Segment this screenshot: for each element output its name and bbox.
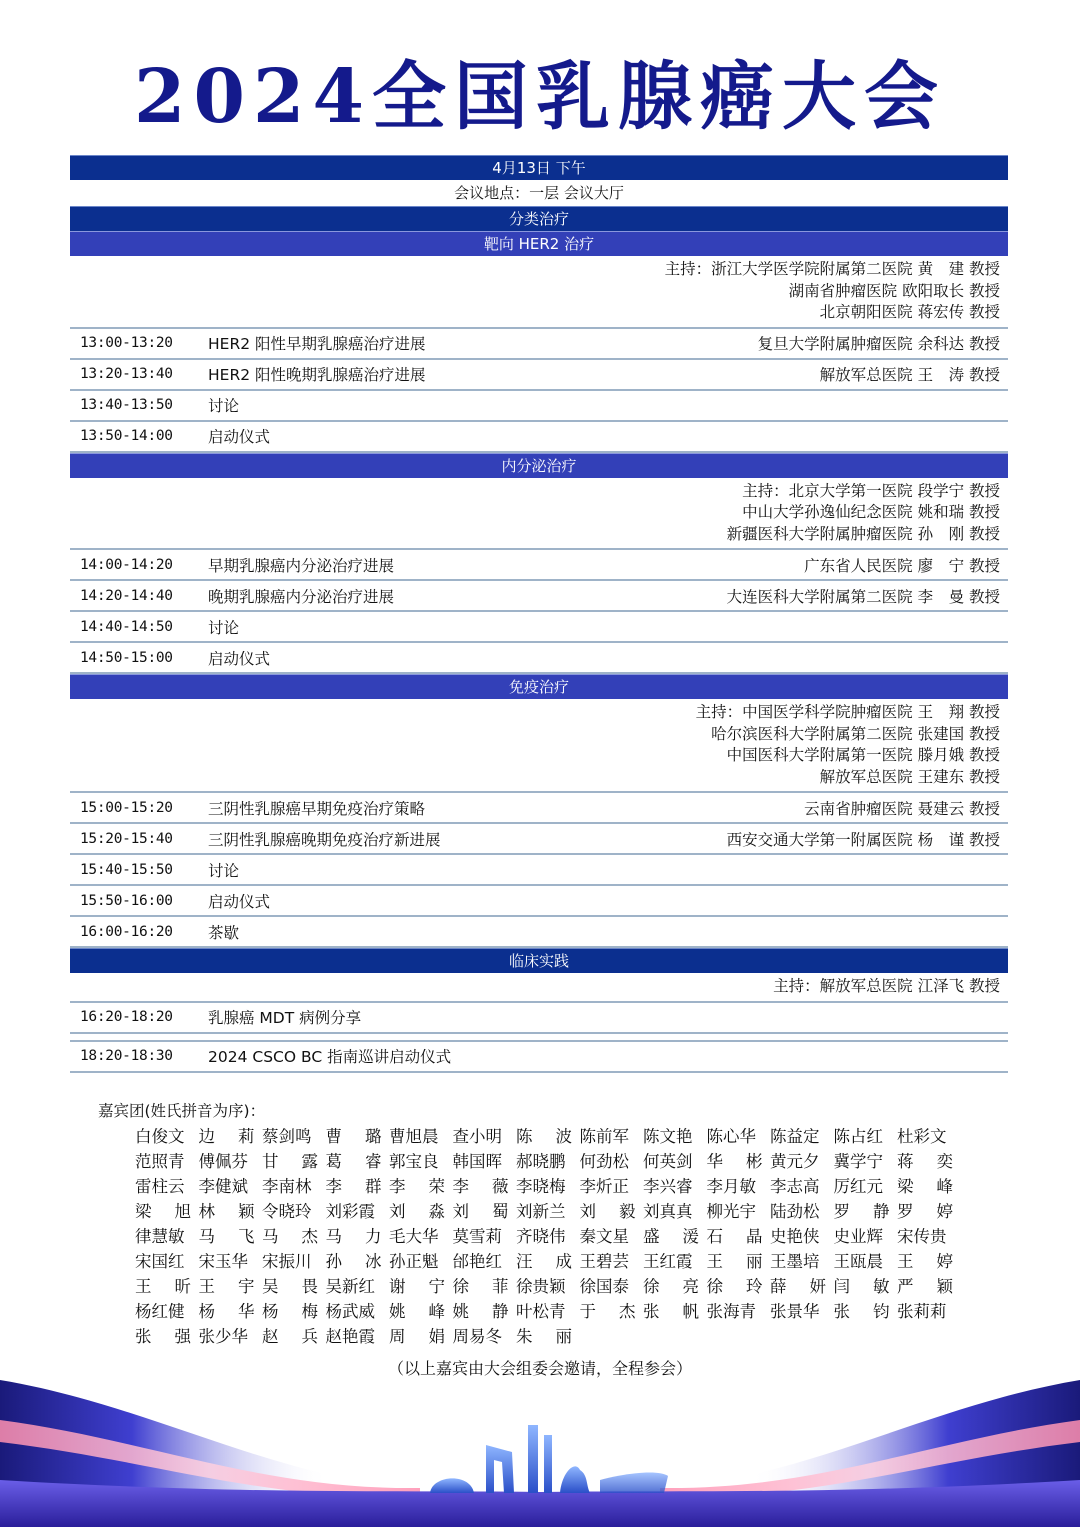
guest-name: 白俊文	[135, 1127, 185, 1146]
schedule-row	[70, 391, 1008, 422]
row-speaker: 广东省人民医院 廖 宁 教授	[804, 556, 1000, 575]
guest-name: 马 杰	[262, 1227, 318, 1246]
guest-name: 谢 宁	[389, 1277, 445, 1296]
row-time: 13:40-13:50	[80, 397, 173, 413]
guest-note: （以上嘉宾由大会组委会邀请，全程参会）	[387, 1359, 692, 1378]
guest-name: 杨武威	[325, 1302, 375, 1321]
schedule-row	[70, 550, 1008, 581]
host-line: 新疆医科大学附属肿瘤医院 孙 刚 教授	[726, 524, 1000, 543]
row-time: 13:50-14:00	[80, 428, 173, 444]
guest-name: 张莉莉	[897, 1302, 947, 1321]
row-time: 15:50-16:00	[80, 892, 173, 909]
guest-name: 李 薇	[452, 1177, 509, 1196]
guest-name: 朱 丽	[516, 1327, 572, 1346]
section-hosts	[70, 478, 1008, 551]
row-time: 16:20-18:20	[80, 1009, 173, 1025]
guest-name: 李晓梅	[516, 1177, 566, 1196]
schedule-row	[70, 643, 1008, 674]
guest-name: 林 颖	[198, 1202, 255, 1221]
guest-name: 甘 露	[262, 1152, 318, 1171]
row-speaker: 复旦大学附属肿瘤医院 余科达 教授	[757, 335, 1000, 353]
guest-name: 王碧芸	[579, 1252, 629, 1271]
guest-name: 邰艳红	[452, 1252, 502, 1271]
guest-name: 秦文星	[579, 1227, 629, 1246]
guest-name: 韩国晖	[452, 1152, 502, 1171]
host-line: 中山大学孙逸仙纪念医院 姚和瑞 教授	[742, 503, 1000, 521]
guest-name: 于 杰	[579, 1302, 636, 1321]
guest-name: 冀学宁	[833, 1152, 883, 1171]
row-time: 15:40-15:50	[80, 861, 173, 878]
guest-name: 叶松青	[516, 1302, 566, 1321]
guest-name: 厉红元	[833, 1177, 883, 1196]
section-header: 靶向 HER2 治疗	[70, 231, 1008, 256]
guest-name: 张少华	[198, 1327, 248, 1346]
row-topic: 讨论	[208, 618, 240, 637]
guest-name: 齐晓伟	[516, 1227, 566, 1246]
guest-name: 宋传贵	[897, 1227, 947, 1246]
guest-name: 律慧敏	[135, 1227, 185, 1246]
guest-name: 傅佩芬	[198, 1152, 248, 1171]
guest-name: 梁 峰	[897, 1177, 953, 1196]
row-time: 13:20-13:40	[80, 366, 173, 382]
guest-name: 张 钧	[833, 1302, 890, 1321]
guest-name: 王红霞	[643, 1252, 693, 1271]
guest-heading: 嘉宾团(姓氏拼音为序)：	[98, 1102, 266, 1120]
guest-name: 盛 湲	[643, 1227, 699, 1246]
guest-name: 陈文艳	[643, 1127, 693, 1146]
schedule-row	[70, 581, 1008, 612]
guest-name: 周 娟	[389, 1327, 445, 1346]
guest-name: 张 帆	[643, 1302, 699, 1321]
guest-name: 杨 梅	[262, 1302, 318, 1321]
guest-name: 张 强	[135, 1327, 191, 1346]
guest-name: 何英剑	[643, 1152, 693, 1171]
schedule-row	[70, 917, 1008, 948]
guest-name: 姚 静	[452, 1302, 509, 1321]
row-speaker: 云南省肿瘤医院 聂建云 教授	[804, 799, 1000, 818]
guest-name: 杜彩文	[897, 1127, 947, 1146]
guest-name: 刘 蜀	[452, 1202, 509, 1221]
row-time: 16:00-16:20	[80, 923, 173, 940]
section-header: 临床实践	[70, 948, 1008, 973]
guest-name: 徐 玲	[706, 1277, 763, 1296]
guest-name: 马 飞	[198, 1227, 255, 1246]
row-time: 14:00-14:20	[80, 556, 173, 573]
row-speaker: 解放军总医院 王 涛 教授	[819, 366, 1000, 384]
guest-name: 毛大华	[389, 1227, 439, 1246]
guest-name: 刘彩霞	[325, 1202, 375, 1221]
row-topic: 三阴性乳腺癌晚期免疫治疗新进展	[208, 830, 441, 849]
row-topic: 三阴性乳腺癌早期免疫治疗策略	[208, 799, 426, 818]
schedule-table	[70, 155, 1008, 1073]
guest-name: 王瓯晨	[833, 1252, 883, 1271]
guest-name: 姚 峰	[389, 1302, 445, 1321]
guest-name: 陈心华	[706, 1127, 756, 1146]
guest-name: 史艳侠	[770, 1227, 820, 1246]
schedule-row	[70, 1003, 1008, 1034]
guest-name: 闫 敏	[833, 1277, 890, 1296]
guest-name: 张海青	[706, 1302, 756, 1321]
host-line: 北京朝阳医院 蒋宏传 教授	[819, 303, 1000, 321]
guest-name: 张景华	[770, 1302, 820, 1321]
section-hosts	[70, 256, 1008, 329]
guest-name: 陈占红	[833, 1127, 883, 1146]
row-topic: 茶歇	[208, 923, 240, 942]
guest-name: 马 力	[325, 1227, 382, 1246]
row-topic: 晚期乳腺癌内分泌治疗进展	[208, 587, 395, 606]
guest-name: 徐 菲	[452, 1277, 509, 1296]
row-topic: 启动仪式	[208, 428, 271, 446]
guest-name: 李 群	[325, 1177, 382, 1196]
row-topic: 讨论	[208, 861, 240, 880]
guest-name: 范照青	[135, 1152, 185, 1171]
guest-name: 蔡剑鸣	[262, 1127, 312, 1146]
guest-name: 陈益定	[770, 1127, 820, 1146]
guest-name: 葛 睿	[325, 1152, 382, 1171]
guest-name: 柳光宇	[706, 1202, 756, 1221]
guest-name: 李炘正	[579, 1177, 629, 1196]
guest-name: 李月敏	[706, 1177, 756, 1196]
guest-name: 刘 淼	[389, 1202, 445, 1221]
row-time: 15:00-15:20	[80, 799, 173, 816]
guest-name: 边 莉	[198, 1127, 255, 1146]
guest-name: 徐贵颖	[516, 1277, 566, 1296]
guest-name: 宋玉华	[198, 1252, 248, 1271]
section-header: 免疫治疗	[70, 674, 1008, 699]
row-topic: 启动仪式	[208, 649, 271, 668]
guest-name: 刘 毅	[579, 1202, 636, 1221]
host-line: 主持：中国医学科学院肿瘤医院 王 翔 教授	[695, 703, 1000, 721]
guest-name: 何劲松	[579, 1152, 629, 1171]
city-skyline-wave-icon	[0, 1380, 1080, 1527]
guest-name: 郭宝良	[389, 1152, 439, 1171]
row-time: 18:20-18:30	[80, 1048, 173, 1064]
host-line: 哈尔滨医科大学附属第二医院 张建国 教授	[711, 724, 1000, 743]
guest-name: 周易冬	[452, 1327, 502, 1346]
guest-name: 陆劲松	[770, 1202, 820, 1221]
guest-name: 曹旭晨	[389, 1127, 439, 1146]
guest-name: 梁 旭	[135, 1202, 191, 1221]
guest-name: 李兴睿	[643, 1177, 693, 1196]
schedule-row	[70, 886, 1008, 917]
guest-name: 徐 亮	[643, 1277, 699, 1296]
guest-name: 华 彬	[706, 1152, 763, 1171]
row-topic: 2024 CSCO BC 指南巡讲启动仪式	[208, 1048, 452, 1066]
guest-name: 雷柱云	[135, 1177, 185, 1196]
row-topic: 乳腺癌 MDT 病例分享	[208, 1009, 362, 1027]
host-line: 主持：浙江大学医学院附属第二医院 黄 建 教授	[664, 260, 1000, 278]
guest-name: 罗 静	[833, 1202, 890, 1221]
guest-name: 蒋 奕	[897, 1152, 953, 1171]
schedule-sections	[70, 231, 1008, 1073]
row-topic: HER2 阳性晚期乳腺癌治疗进展	[208, 366, 426, 384]
guest-name: 宋振川	[262, 1252, 312, 1271]
guest-name: 罗 婷	[897, 1202, 953, 1221]
footer-banner	[0, 1380, 1080, 1527]
schedule-row	[70, 793, 1008, 824]
guest-name: 薛 妍	[770, 1277, 826, 1296]
guest-name: 吴新红	[325, 1277, 375, 1296]
host-line: 主持：解放军总医院 江泽飞 教授	[773, 977, 1000, 995]
section-header: 内分泌治疗	[70, 453, 1008, 478]
row-time: 14:50-15:00	[80, 649, 173, 666]
guest-name: 刘真真	[643, 1202, 693, 1221]
guest-name: 李南林	[262, 1177, 312, 1196]
row-time: 13:00-13:20	[80, 335, 173, 351]
guest-name: 李 荣	[389, 1177, 445, 1196]
guest-panel	[98, 1100, 978, 1349]
guest-name: 陈前军	[579, 1127, 629, 1146]
row-time: 14:20-14:40	[80, 587, 173, 604]
guest-list	[135, 1124, 978, 1349]
schedule-row	[70, 422, 1008, 453]
guest-name: 刘新兰	[516, 1202, 566, 1221]
row-topic: 启动仪式	[208, 892, 271, 911]
guest-name: 令晓玲	[262, 1202, 312, 1221]
guest-name: 严 颖	[897, 1277, 953, 1296]
row-speaker: 大连医科大学附属第二医院 李 曼 教授	[726, 587, 1000, 606]
row-topic: 讨论	[208, 397, 240, 415]
schedule-row	[70, 1042, 1008, 1073]
section-hosts	[70, 699, 1008, 793]
guest-name: 杨 华	[198, 1302, 255, 1321]
guest-name: 徐国泰	[579, 1277, 629, 1296]
guest-name: 王 丽	[706, 1252, 763, 1271]
guest-name: 宋国红	[135, 1252, 185, 1271]
guest-name: 孙正魁	[389, 1252, 439, 1271]
row-time: 15:20-15:40	[80, 830, 173, 847]
page-title: 2024全国乳腺癌大会	[134, 54, 946, 140]
guest-name: 王 宇	[198, 1277, 255, 1296]
guest-name: 王 婷	[897, 1252, 953, 1271]
row-topic: HER2 阳性早期乳腺癌治疗进展	[208, 335, 426, 353]
host-line: 湖南省肿瘤医院 欧阳取长 教授	[788, 281, 1000, 300]
row-speaker: 西安交通大学第一附属医院 杨 谨 教授	[726, 830, 1000, 849]
host-line: 主持：北京大学第一医院 段学宁 教授	[742, 481, 1000, 500]
guest-name: 查小明	[452, 1127, 502, 1146]
guest-name: 李健斌	[198, 1177, 248, 1196]
row-spacer	[70, 1034, 1008, 1042]
section-hosts	[70, 973, 1008, 1003]
row-time: 14:40-14:50	[80, 618, 173, 635]
schedule-row	[70, 612, 1008, 643]
category-band: 分类治疗	[70, 206, 1008, 231]
venue-line: 会议地点：一层 会议大厅	[70, 180, 1008, 206]
guest-name: 石 晶	[706, 1227, 763, 1246]
guest-name: 杨红健	[135, 1302, 185, 1321]
guest-name: 郝晓鹏	[516, 1152, 566, 1171]
guest-name: 王 昕	[135, 1277, 191, 1296]
date-band: 4月13日 下午	[70, 155, 1008, 180]
guest-name: 史业辉	[833, 1227, 883, 1246]
guest-name: 陈 波	[516, 1127, 572, 1146]
guest-name: 黄元夕	[770, 1152, 820, 1171]
guest-name: 孙 冰	[325, 1252, 382, 1271]
guest-name: 吴 畏	[262, 1277, 318, 1296]
guest-name: 赵 兵	[262, 1327, 318, 1346]
schedule-row	[70, 360, 1008, 391]
guest-name: 李志高	[770, 1177, 820, 1196]
host-line: 中国医科大学附属第一医院 滕月娥 教授	[726, 746, 1000, 764]
row-topic: 早期乳腺癌内分泌治疗进展	[208, 556, 395, 575]
guest-name: 赵艳霞	[325, 1327, 375, 1346]
guest-name: 汪 成	[516, 1252, 572, 1271]
guest-name: 王墨培	[770, 1252, 820, 1271]
host-line: 解放军总医院 王建东 教授	[819, 767, 1000, 786]
schedule-row	[70, 824, 1008, 855]
schedule-row	[70, 855, 1008, 886]
guest-name: 曹 璐	[325, 1127, 382, 1146]
guest-name: 莫雪莉	[452, 1227, 502, 1246]
schedule-row	[70, 329, 1008, 360]
